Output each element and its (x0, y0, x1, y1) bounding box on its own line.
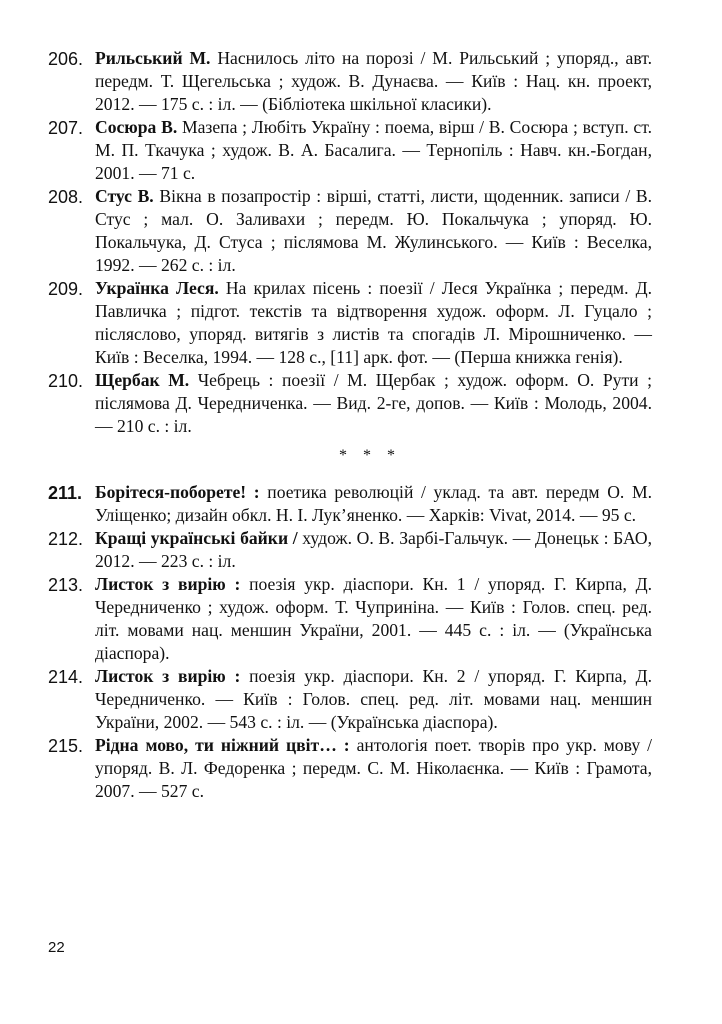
entry-text (95, 527, 652, 573)
entry-text (95, 116, 652, 185)
entry-title: Рідна мово, ти ніжний цвіт… : (95, 735, 350, 755)
entry-text (95, 481, 652, 527)
entry-title: Листок з вирію : (95, 574, 241, 594)
bibliography-entry-209 (48, 277, 652, 369)
entry-number: 215. (48, 736, 84, 756)
entry-title: Листок з вирію : (95, 666, 241, 686)
bibliography-entry-206 (48, 47, 652, 116)
entry-number: 209. (48, 279, 84, 299)
entry-text (95, 277, 652, 369)
entry-description: На крилах пісень : поезії / Леся Українка ; передм. Д. Павличка ; підгот. текстів та відтворення худож. оформ. Л. Гуцало ; післяслово, упоряд. витягів з листів та спогадів Л. Мірошниченко. — Київ : Веселка, 1994. — 128 с., [11] арк. фот. — (Перша книжка генія). (95, 278, 652, 367)
entry-author: Сосюра В. (95, 117, 178, 137)
entry-author: Щербак М. (95, 370, 190, 390)
entry-description: поезія укр. діаспори. Кн. 2 / упоряд. Г. Кирпа, Д. Чередниченко. — Київ : Голов. спец. ред. літ. мовами нац. меншин України, 2002. — 543 с. : іл. — (Українська діаспора). (95, 666, 653, 732)
entry-text (95, 665, 652, 734)
entry-description: Вікна в позапростір : вірші, статті, листи, щоденник. записи / В. Стус ; мал. О. Заливахи ; передм. Ю. Покальчука ; упоряд. Ю. Покальчука, Д. Стуса ; післямова М. Жулинського. — Київ : Веселка, 1992. — 262 с. : іл. (95, 186, 652, 275)
entry-description: поезія укр. діаспори. Кн. 1 / упоряд. Г. Кирпа, Д. Чередниченко ; худож. оформ. Т. Чуприніна. — Київ : Голов. спец. ред. літ. мовами нац. меншин України, 2001. — 445 с. : іл. — (Українська діаспора). (95, 574, 653, 663)
bibliography-entry-210 (48, 369, 652, 438)
entry-description: Чебрець : поезії / М. Щербак ; худож. оформ. О. Рути ; післямова Д. Чередниченка. — Вид. 2-ге, допов. — Київ : Молодь, 2004. — 210 с. : іл. (95, 370, 652, 436)
entry-title: Борітеся-поборете! : (95, 482, 260, 502)
bibliography-entry-213 (48, 573, 652, 665)
entry-number: 214. (48, 667, 84, 687)
entry-number: 213. (48, 575, 84, 595)
entry-author: Рильський М. (95, 48, 211, 68)
bibliography-entry-211 (48, 481, 652, 527)
entry-text (95, 185, 652, 277)
bibliography-entry-215 (48, 734, 652, 803)
entry-number: 210. (48, 371, 84, 391)
entry-author: Стус В. (95, 186, 154, 206)
entry-number: 211. (48, 483, 83, 503)
entry-number: 208. (48, 187, 84, 207)
entry-description: поетика революцій / уклад. та авт. передм О. М. Уліщенко; дизайн обкл. Н. І. Лук’яненко. — Харків: Vivat, 2014. — 95 с. (95, 482, 652, 525)
entry-number: 207. (48, 118, 84, 138)
bibliography-entry-208 (48, 185, 652, 277)
entry-description: худож. О. В. Зарбі-Гальчук. — Донецьк : БАО, 2012. — 223 с. : іл. (95, 528, 652, 571)
bibliography-entry-214 (48, 665, 652, 734)
section-separator: * * * (339, 447, 401, 464)
entry-text (95, 369, 652, 438)
entry-author: Українка Леся. (95, 278, 219, 298)
entry-description: Наснилось літо на порозі / М. Рильський ; упоряд., авт. передм. Т. Щегельська ; худож. В. Дунаєва. — Київ : Нац. кн. проект, 2012. — 175 с. : іл. — (Бібліотека шкільної класики). (95, 48, 652, 114)
entry-number: 206. (48, 49, 84, 69)
entry-text (95, 734, 652, 803)
entry-text (95, 47, 652, 116)
bibliography-list (48, 47, 652, 803)
entry-number: 212. (48, 529, 84, 549)
entry-description: Мазепа ; Любіть Україну : поема, вірш / В. Сосюра ; вступ. ст. М. П. Ткачука ; худож. В. А. Басалига. — Тернопіль : Навч. кн.-Богдан, 2001. — 71 с. (95, 117, 652, 183)
page-number: 22 (48, 939, 65, 956)
bibliography-entry-212 (48, 527, 652, 573)
entry-text (95, 573, 652, 665)
entry-description: антологія поет. творів про укр. мову / упоряд. В. Л. Федоренка ; передм. С. М. Ніколаєнка. — Київ : Грамота, 2007. — 527 с. (95, 735, 652, 801)
bibliography-entry-207 (48, 116, 652, 185)
entry-title: Кращі українські байки / (95, 528, 298, 548)
